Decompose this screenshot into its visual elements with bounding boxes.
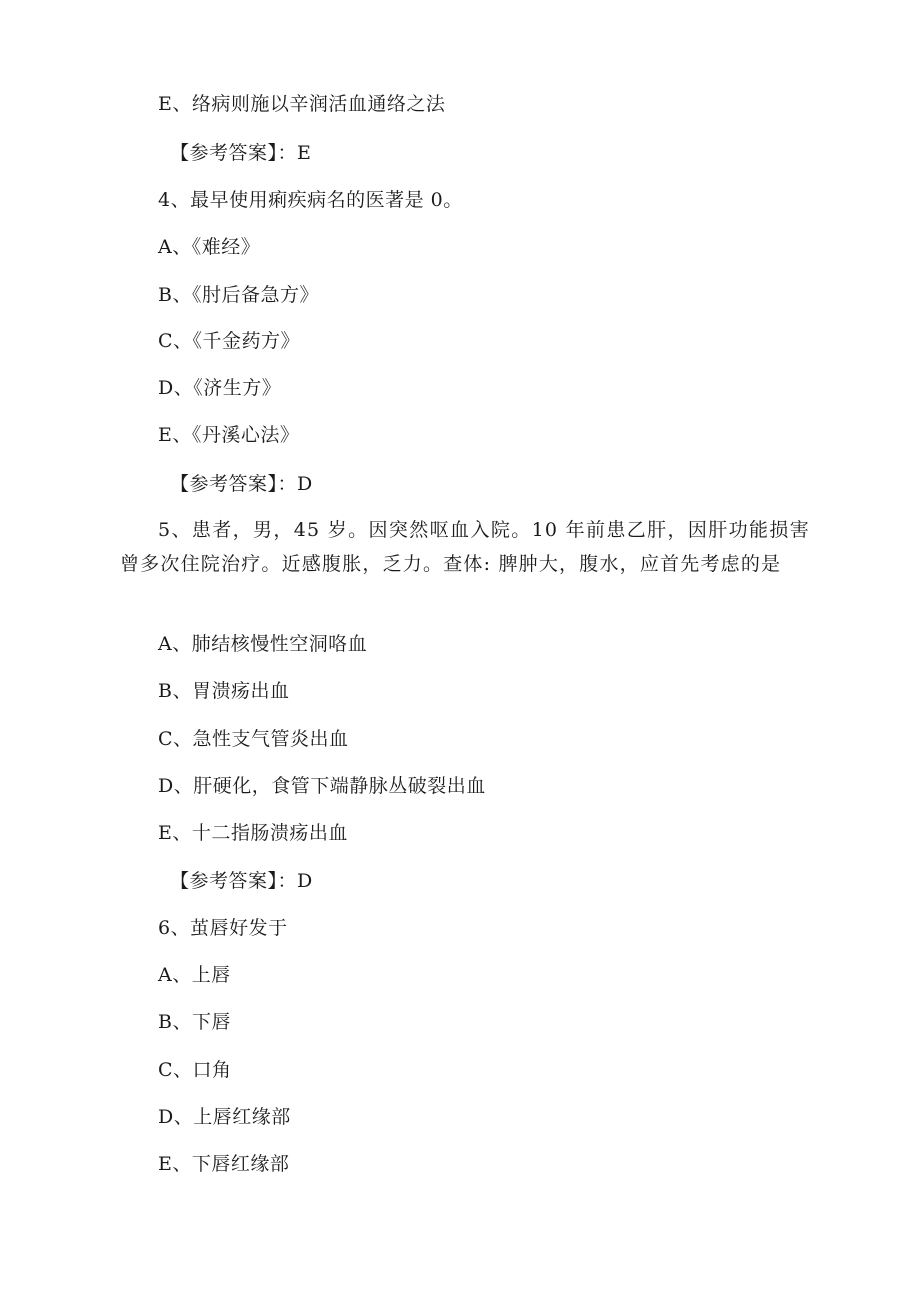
option-e-q5: E、十二指肠溃疡出血 xyxy=(158,822,348,844)
option-c-q4: C、《千金药方》 xyxy=(158,330,301,352)
option-d-q4: D、《济生方》 xyxy=(158,377,282,399)
option-a-q6: A、上唇 xyxy=(158,964,231,986)
option-d-q6: D、上唇红缘部 xyxy=(158,1106,291,1128)
answer-q3: 【参考答案】：E xyxy=(170,142,312,164)
option-b-q6: B、下唇 xyxy=(158,1011,231,1033)
option-a-q4: A、《难经》 xyxy=(158,236,261,258)
option-b-q5: B、胃溃疡出血 xyxy=(158,680,290,702)
option-c-q5: C、急性支气管炎出血 xyxy=(158,728,349,750)
answer-q5: 【参考答案】：D xyxy=(170,870,313,892)
question-4: 4、最早使用痢疾病名的医著是 0。 xyxy=(158,189,463,211)
option-d-q5: D、肝硬化，食管下端静脉丛破裂出血 xyxy=(158,775,486,797)
option-a-q5: A、肺结核慢性空洞咯血 xyxy=(158,633,368,655)
option-e-q3: E、络病则施以辛润活血通络之法 xyxy=(158,93,446,115)
option-c-q6: C、口角 xyxy=(158,1059,232,1081)
option-b-q4: B、《肘后备急方》 xyxy=(158,284,319,306)
option-e-q6: E、下唇红缘部 xyxy=(158,1153,290,1175)
question-5: 5、患者，男，45 岁。因突然呕血入院。10 年前患乙肝，因肝功能损害曾多次住院治疗。近感腹胀，乏力。查体: 脾肿大，腹水，应首先考虑的是 xyxy=(120,519,810,575)
answer-q4: 【参考答案】：D xyxy=(170,473,313,495)
question-6: 6、茧唇好发于 xyxy=(158,917,288,939)
option-e-q4: E、《丹溪心法》 xyxy=(158,424,300,446)
